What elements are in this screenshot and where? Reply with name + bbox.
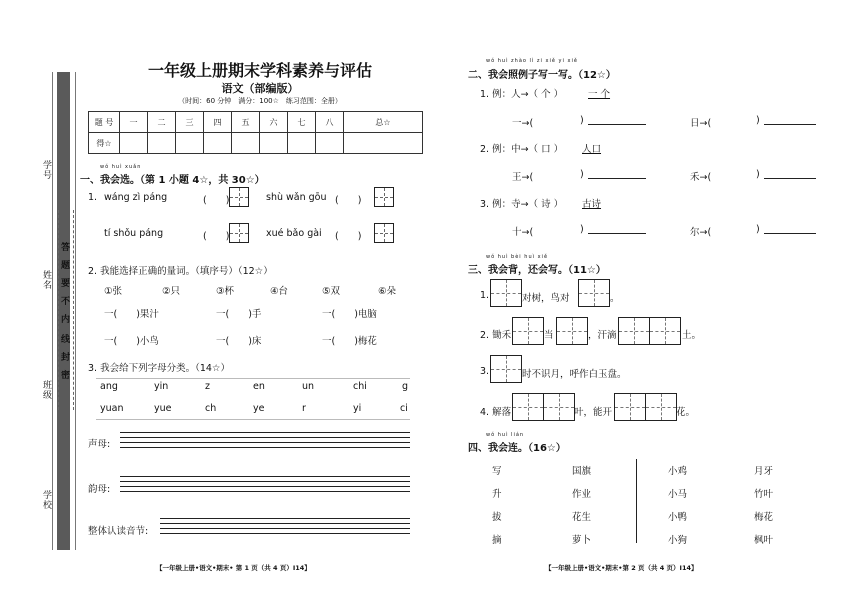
score-cell[interactable] <box>288 133 316 154</box>
page2-footer: 【一年级上册•语文•期末•第 2 页（共 4 页）I14】 <box>545 564 698 572</box>
student-id-label: 学号 <box>41 160 51 180</box>
ex2-q-left: 王→( <box>512 172 534 183</box>
q1-box-a[interactable] <box>229 187 249 207</box>
match-divider <box>636 459 637 543</box>
vowel-label: 韵母: <box>88 484 111 495</box>
section3-title: 三、我会背，还会写。（11☆） <box>468 265 606 276</box>
match-noun[interactable]: 作业 <box>572 489 592 500</box>
poem4-grid-b[interactable] <box>614 393 677 421</box>
score-cell[interactable] <box>344 133 423 154</box>
q3-letter: z <box>205 381 210 392</box>
match-verb[interactable]: 写 <box>492 466 502 477</box>
vowel-writing-lines[interactable] <box>120 476 410 496</box>
match-noun[interactable]: 国旗 <box>572 466 592 477</box>
score-header: 三 <box>176 112 204 133</box>
q3-letter: r <box>302 403 306 414</box>
poem1-grid-a[interactable] <box>490 279 522 307</box>
q3-letter: en <box>253 381 265 392</box>
seal-char: 内 <box>61 315 71 325</box>
q3-letter: ang <box>100 381 118 392</box>
ex3-answer-line-right[interactable] <box>764 219 816 234</box>
match-animal[interactable]: 小鸡 <box>668 466 688 477</box>
poem2-grid-a[interactable] <box>512 317 544 345</box>
score-header: 六 <box>260 112 288 133</box>
school-label: 学校 <box>41 490 51 510</box>
match-verb[interactable]: 升 <box>492 489 502 500</box>
syllable-label: 整体认读音节: <box>88 526 149 537</box>
ex2-q-left-close: ) <box>580 169 584 180</box>
ex3-q-left-close: ) <box>580 224 584 235</box>
page1-footer: 【一年级上册•语文•期末• 第 1 页（共 4 页）I14】 <box>156 564 311 572</box>
syllable-writing-lines[interactable] <box>160 518 410 538</box>
example2-answer: 人口 <box>582 144 602 155</box>
example2-label: 2. 例：中→（ 口 ） <box>480 144 564 155</box>
match-noun[interactable]: 花生 <box>572 512 592 523</box>
ex3-q-left: 十→( <box>512 227 534 238</box>
section4-pinyin: wǒ huì lián <box>486 432 525 438</box>
q2-option: ③杯 <box>216 286 235 297</box>
seal-char: 答 <box>61 243 71 253</box>
score-header: 总☆ <box>344 112 423 133</box>
score-header: 七 <box>288 112 316 133</box>
score-cell[interactable] <box>120 133 148 154</box>
q3-title: 3. 我会给下列字母分类。（14☆） <box>88 363 230 374</box>
ex1-answer-line-right[interactable] <box>764 110 816 125</box>
student-name-label: 姓名 <box>41 270 51 290</box>
exam-subtitle: 语文（部编版） <box>221 82 299 95</box>
ex3-answer-line-left[interactable] <box>588 219 646 234</box>
q2-blank[interactable]: 一( )小鸟 <box>104 336 159 347</box>
poem2-text: 当 <box>544 330 554 341</box>
section2-pinyin: wǒ huì zhào lì zi xiě yi xiě <box>486 58 578 64</box>
q1-pinyin-a: wáng zì páng <box>104 192 168 203</box>
score-cell[interactable] <box>316 133 344 154</box>
seal-char: 线 <box>61 335 71 345</box>
poem3-num: 3. <box>480 366 490 377</box>
seal-char: 要 <box>61 279 71 289</box>
poem4-num: 4. 解落 <box>480 407 512 418</box>
q1-pinyin-d: xué bǎo gài <box>266 228 322 239</box>
match-shape[interactable]: 梅花 <box>754 512 774 523</box>
section2-title: 二、我会照例子写一写。（12☆） <box>468 70 616 81</box>
example1-label: 1. 例：人→（ 个 ） <box>480 89 564 100</box>
ex1-answer-line-left[interactable] <box>588 110 646 125</box>
seal-char: 密 <box>61 371 71 381</box>
poem2-grid-c[interactable] <box>618 317 681 345</box>
q3-letter: yi <box>353 403 362 414</box>
poem2-end: 土。 <box>682 330 702 341</box>
q3-letter: ye <box>253 403 265 414</box>
exam-info: （时间：60 分钟 满分：100☆ 练习范围：全册） <box>178 97 342 105</box>
poem2-text2: ，汗滴 <box>588 330 617 341</box>
score-cell[interactable] <box>176 133 204 154</box>
ex1-q-right: 日→( <box>690 118 712 129</box>
score-header: 五 <box>232 112 260 133</box>
q3-letter: un <box>302 381 315 392</box>
match-shape[interactable]: 竹叶 <box>754 489 774 500</box>
score-cell[interactable] <box>260 133 288 154</box>
score-table <box>88 111 423 154</box>
consonant-label: 声母: <box>88 439 111 450</box>
q2-blank[interactable]: 一( )床 <box>216 336 262 347</box>
q3-letter: ch <box>205 403 217 414</box>
q2-option: ②只 <box>162 286 181 297</box>
q1-box-c[interactable] <box>229 223 249 243</box>
q2-blank[interactable]: 一( )梅花 <box>322 336 377 347</box>
q3-letter: g <box>402 381 409 392</box>
match-animal[interactable]: 小狗 <box>668 535 688 546</box>
ex2-answer-line-left[interactable] <box>588 164 646 179</box>
exam-title: 一年级上册期末学科素养与评估 <box>147 61 372 80</box>
ex3-q-right-close: ) <box>756 224 760 235</box>
q2-blank[interactable]: 一( )电脑 <box>322 309 377 320</box>
poem2-grid-b[interactable] <box>556 317 588 345</box>
match-shape[interactable]: 枫叶 <box>754 535 774 546</box>
ex2-answer-line-right[interactable] <box>764 164 816 179</box>
score-header: 四 <box>204 112 232 133</box>
seal-char: 不 <box>61 297 71 307</box>
poem1-end: 。 <box>610 293 620 304</box>
q2-blank[interactable]: 一( )手 <box>216 309 262 320</box>
section1-pinyin: wǒ huì xuǎn <box>100 164 142 170</box>
score-header: 一 <box>120 112 148 133</box>
q1-paren-d[interactable]: ( ) <box>335 231 362 242</box>
example3-answer: 古诗 <box>582 199 602 210</box>
score-header: 题 号 <box>89 112 120 133</box>
match-noun[interactable]: 萝卜 <box>572 535 592 546</box>
q1-box-b[interactable] <box>374 187 394 207</box>
q3-letter: yue <box>154 403 172 414</box>
poem1-text: 对树，鸟对 <box>522 293 570 304</box>
match-verb[interactable]: 拔 <box>492 512 502 523</box>
q1-num: 1. <box>88 192 98 203</box>
consonant-writing-lines[interactable] <box>120 432 410 452</box>
q3-letter: yuan <box>100 403 124 414</box>
q3-letter: ci <box>400 403 408 414</box>
ex3-q-right: 尔→( <box>690 227 712 238</box>
q1-paren-b[interactable]: ( ) <box>335 195 362 206</box>
section4-title: 四、我会连。（16☆） <box>468 443 566 454</box>
poem4-end: 花。 <box>676 407 696 418</box>
class-label: 班级 <box>41 380 51 400</box>
match-animal[interactable]: 小鸭 <box>668 512 688 523</box>
q2-option: ⑤双 <box>322 286 341 297</box>
poem4-grid-a[interactable] <box>512 393 575 421</box>
q3-letter: chi <box>353 381 367 392</box>
q2-title: 2. 我能选择正确的量词。（填序号）（12☆） <box>88 266 273 277</box>
q1-box-d[interactable] <box>374 223 394 243</box>
example3-label: 3. 例：寺→（ 诗 ） <box>480 199 564 210</box>
poem1-grid-b[interactable] <box>578 279 610 307</box>
score-cell[interactable] <box>232 133 260 154</box>
ex2-q-right-close: ) <box>756 169 760 180</box>
q1-pinyin-c: tí shǒu páng <box>104 228 164 239</box>
q2-blank[interactable]: 一( )果汁 <box>104 309 159 320</box>
poem4-text: 叶，能开 <box>574 407 613 418</box>
q2-option: ④台 <box>270 286 289 297</box>
section1-title: 一、我会选。（第 1 小题 4☆，共 30☆） <box>80 175 265 186</box>
seal-char: 题 <box>61 261 71 271</box>
poem2-num: 2. 锄禾 <box>480 330 512 341</box>
ex2-q-right: 禾→( <box>690 172 712 183</box>
ex1-q-left-close: ) <box>580 115 584 126</box>
poem3-grid[interactable] <box>490 355 522 383</box>
ex1-q-right-close: ) <box>756 115 760 126</box>
q2-option: ①张 <box>104 286 123 297</box>
score-row-label: 得☆ <box>89 133 120 154</box>
match-shape[interactable]: 月牙 <box>754 466 774 477</box>
section3-pinyin: wǒ huì bèi huì xiě <box>486 254 549 260</box>
q2-option: ⑥朵 <box>378 286 397 297</box>
poem3-text: 时不识月，呼作白玉盘。 <box>522 369 627 380</box>
poem1-num: 1. <box>480 290 490 301</box>
score-cell[interactable] <box>204 133 232 154</box>
q1-paren-c[interactable]: ( ) <box>203 231 230 242</box>
score-header: 二 <box>148 112 176 133</box>
ex1-q-left: 一→( <box>512 118 534 129</box>
q1-paren-a[interactable]: ( ) <box>203 195 230 206</box>
score-cell[interactable] <box>148 133 176 154</box>
q3-letter: yin <box>154 381 169 392</box>
score-header: 八 <box>316 112 344 133</box>
q1-pinyin-b: shù wǎn gōu <box>266 192 327 203</box>
example1-answer: 一 个 <box>588 89 611 100</box>
seal-char: 封 <box>61 353 71 363</box>
match-verb[interactable]: 摘 <box>492 535 502 546</box>
match-animal[interactable]: 小马 <box>668 489 688 500</box>
